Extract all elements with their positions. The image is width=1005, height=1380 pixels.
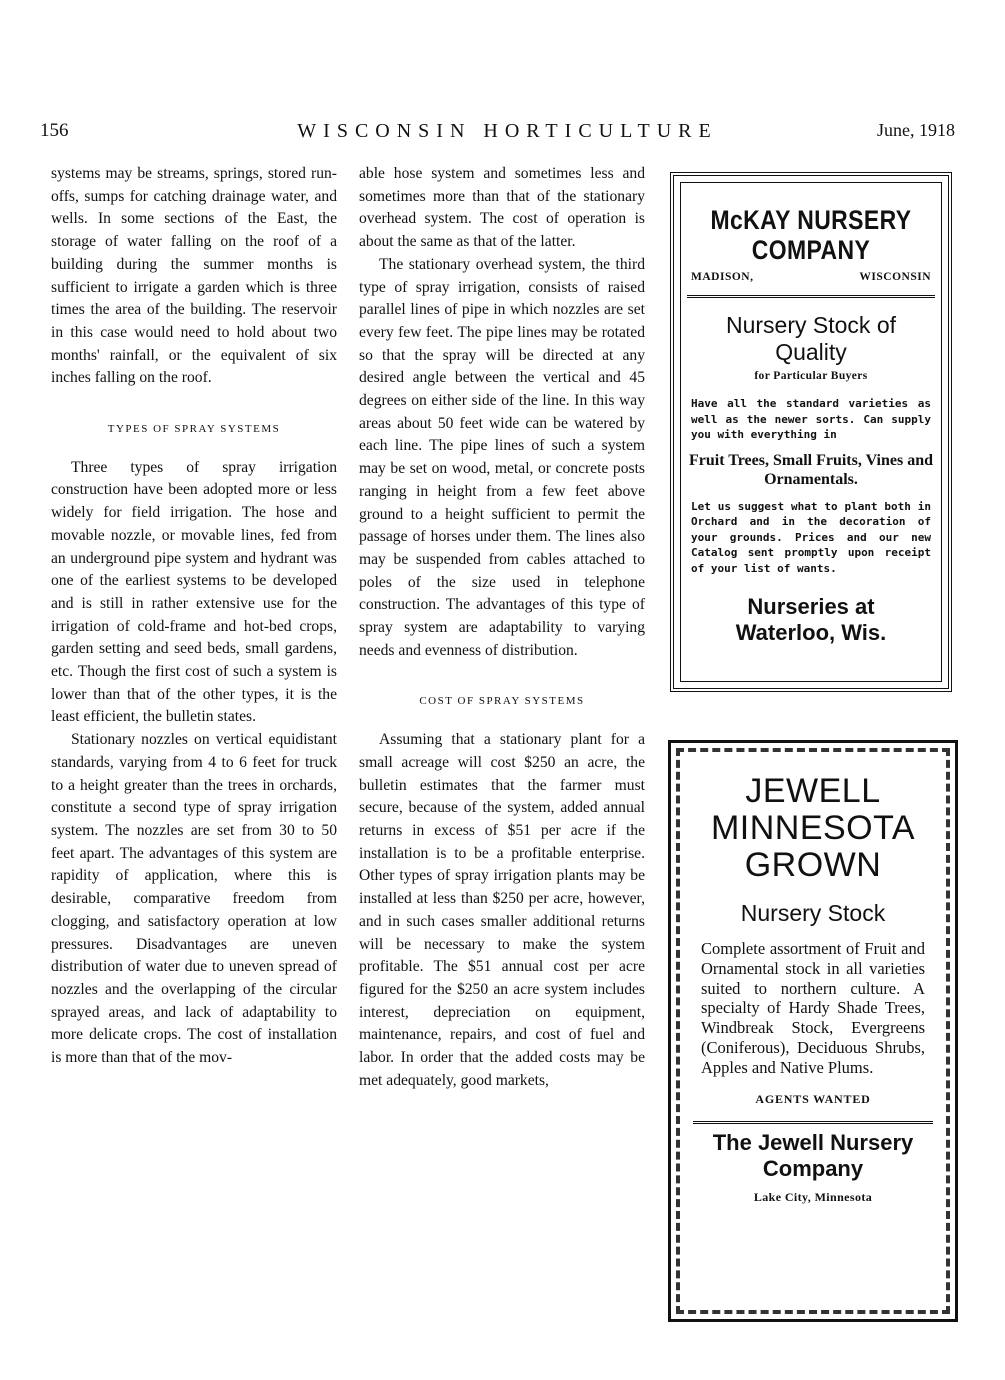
- ad-headline: Nursery Stock: [740, 900, 886, 926]
- ad-title: [693, 773, 933, 884]
- issue-date: June, 1918: [877, 120, 955, 140]
- ad-inner-border: [680, 182, 942, 682]
- ad-footer-line2: Waterloo, Wis.: [735, 620, 887, 645]
- ad-title-line2: MINNESOTA: [710, 809, 916, 847]
- ad-products: Fruit Trees, Small Fruits, Vines and Ornamentals.: [688, 451, 933, 488]
- ad-title-line1: JEWELL: [745, 772, 881, 810]
- article-column-2: [359, 163, 645, 1092]
- agents-wanted: AGENTS WANTED: [755, 1091, 871, 1106]
- ad-company-name: [701, 205, 922, 265]
- article-column-1: [51, 163, 337, 1070]
- ad-company-name: [693, 1130, 933, 1182]
- paragraph: systems may be streams, springs, stored run-offs, sumps for catching drainage water, and wells. In some sections of the East, the storage of water falling on the roof of a building during the summer months is sufficient to irrigate a garden which is three times the area of the building. The reservoir in this case would need to hold about two months' rainfall, or the equivalent of six inches falling on the roof.: [51, 165, 337, 387]
- ad-title-line3: GROWN: [744, 846, 882, 884]
- ad-headline-line2: Quality: [775, 339, 847, 365]
- ad-headline-line1: Nursery Stock of: [726, 312, 896, 338]
- ad-footer: [681, 594, 941, 646]
- ad-headline: [681, 312, 941, 366]
- paragraph: Assuming that a stationary plant for a small acreage will cost $250 an acre, the bulletin estimates that the farmer must secure, because of the system, added annual returns in excess of $51 per acre if the installation is to be a profitable enterprise. Other types of spray irrigation plants may be installed at less than $250 per acre, however, and in such cases smaller additional returns will be necessary to make the system profitable. The $51 annual cost per acre figured for the $250 an acre system includes interest, depreciation on equipment, maintenance, repairs, and cost of fuel and labor. In order that the added costs may be met adequately, good markets,: [359, 731, 645, 1089]
- paragraph: Stationary nozzles on vertical equidistant standards, varying from 4 to 6 feet for truck to a height greater than the trees in orchards, constitute a second type of spray irrigation system. The nozzles are set from 30 to 50 feet apart. The advantages of this system are rapidity of application, where this is desirable, comparative freedom from clogging, and satisfactory operation at low pressures. Disadvantages are uneven distribution of water due to uneven spread of nozzles and the overlapping of the circular sprayed areas, and lack of adaptability to more delicate crops. The cost of installation is more than that of the mov-: [51, 731, 337, 1067]
- ad-content: [693, 761, 933, 1301]
- ad-body: Complete assortment of Fruit and Ornamental stock in all varieties suited to northern culture. A specialty of Hardy Shade Trees, Windbreak Stock, Evergreens (Coniferous), Deciduous Shrubs, Apples and Native Plums.: [701, 939, 925, 1077]
- ad-text: Let us suggest what to plant both in Orchard and in the decoration of your grounds. Prices and our new Catalog sent promptly upon receipt of your list of wants.: [691, 499, 931, 575]
- ad-company-name-line2: COMPANY: [751, 235, 871, 265]
- ad-company-line2: Company: [762, 1155, 864, 1181]
- ad-company-name-line1: McKAY NURSERY: [710, 205, 912, 235]
- section-heading-cost: COST OF SPRAY SYSTEMS: [419, 695, 585, 708]
- ad-subline: for Particular Buyers: [754, 370, 868, 382]
- ad-city: MADISON,: [691, 271, 754, 283]
- page-header: [40, 120, 955, 150]
- journal-title: WISCONSIN HORTICULTURE: [297, 120, 718, 142]
- ad-company-line1: The Jewell Nursery: [712, 1129, 914, 1155]
- mckay-nursery-ad: [670, 172, 952, 692]
- section-heading-types: TYPES OF SPRAY SYSTEMS: [107, 423, 281, 436]
- ad-city: Lake City, Minnesota: [753, 1189, 873, 1204]
- ad-footer-line1: Nurseries at: [747, 594, 875, 619]
- paragraph: able hose system and sometimes less and sometimes more than that of the stationary overhead system. The cost of operation is about the same as that of the latter.: [359, 165, 645, 251]
- page-number: 156: [40, 120, 69, 141]
- divider: [693, 1121, 933, 1124]
- paragraph: The stationary overhead system, the third type of spray irrigation, consists of raised parallel lines of pipe in which nozzles are set every few feet. The pipe lines may be rotated so that the spray will be directed at any desired angle between the vertical and 45 degrees on either side of the line. In this way areas about 50 feet wide can be watered by each line. The pipe lines of such a system may be set on wood, metal, or concrete posts ranging in height from a few feet above ground to a height sufficient to permit the passage of horses under them. The lines also may be suspended from cables attached to poles of the size used in telephone construction. The advantages of this type of spray system are adaptability to varying needs and evenness of distribution.: [359, 255, 645, 659]
- ad-text: Have all the standard varieties as well as the newer sorts. Can supply you with everything in: [691, 397, 931, 441]
- paragraph: Three types of spray irrigation construction have been adopted more or less widely for field irrigation. The hose and movable nozzle, or movable lines, fed from an underground pipe system and hydrant was one of the earliest systems to be developed and is still in rather extensive use for the irrigation of cold-frame and hot-bed crops, garden setting and seed beds, small gardens, etc. Though the first cost of such a system is lower than that of the other types, it is the least efficient, the bulletin states.: [51, 458, 337, 726]
- ad-location: [681, 265, 941, 283]
- divider: [687, 295, 935, 298]
- ad-state: WISCONSIN: [859, 271, 931, 283]
- jewell-nursery-ad: [668, 740, 958, 1322]
